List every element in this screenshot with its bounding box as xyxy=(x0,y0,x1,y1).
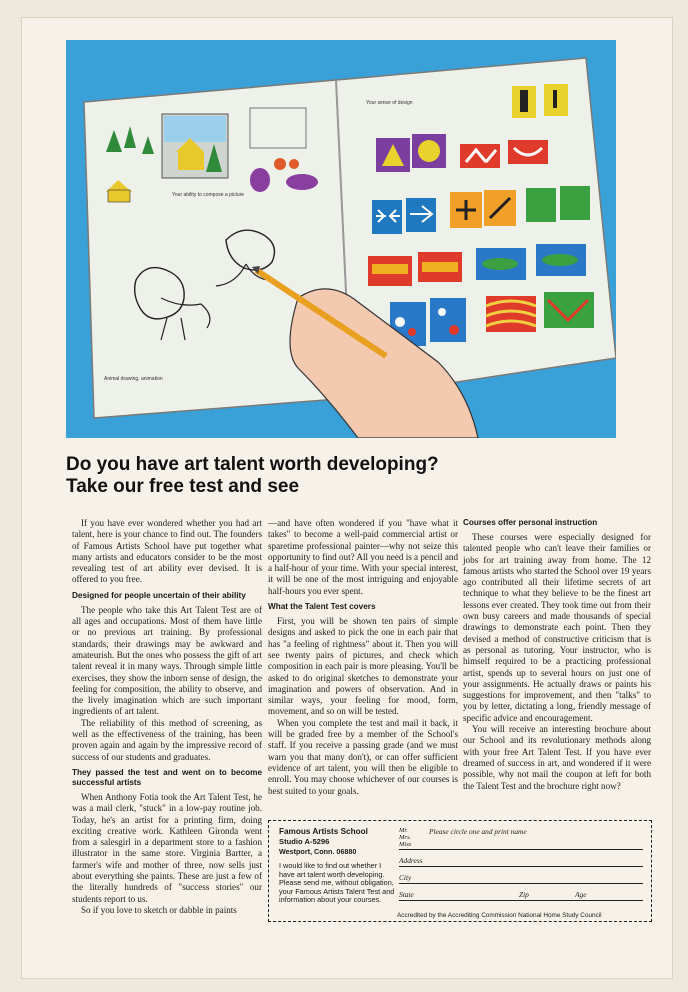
paragraph: If you have ever wondered whether you had art talent, here is your chance to find out. The founders of Famous Artists School have put together what many artists and educators consider to be the most revealing test of art ability ever devised. It is offered to you free. xyxy=(72,518,262,585)
subheading: Courses offer personal instruction xyxy=(463,518,598,527)
state-label: State xyxy=(399,890,414,899)
name-hint: Please circle one and print name xyxy=(429,827,527,836)
coupon-school: Famous Artists School xyxy=(279,827,368,836)
paragraph: The people who take this Art Talent Test are of all ages and occupations. Most of them have little or no previous art training. By professional standards, their drawings may be awkward and amateurish. But the ones who possess the gift of art talent reveal it in many ways. Through simple little exercises, they show the inborn sense of design, the feeling for composition, the ability to observe, and the lively imagination which are such important ingredients of art talent. xyxy=(72,604,262,717)
headline xyxy=(66,454,646,498)
coupon-studio: Studio A-5296 xyxy=(279,837,330,846)
state-zip-age-field[interactable] xyxy=(399,886,643,901)
age-label: Age xyxy=(575,890,587,899)
title-mrs[interactable]: Mrs. xyxy=(399,834,412,841)
paragraph: The reliability of this method of screening, as well as the effectiveness of the training, has been proven again and again by the impressive record of success of our students and graduates. xyxy=(72,717,262,762)
left-caption: Your ability to compose a picture xyxy=(172,192,245,198)
subheading: Designed for people uncertain of their ability xyxy=(72,590,246,600)
subheading: What the Talent Test covers xyxy=(268,602,376,612)
mail-coupon[interactable] xyxy=(268,820,652,922)
coupon-address-block xyxy=(279,827,395,905)
article-column-3 xyxy=(463,518,651,792)
paragraph: —and have often wondered if you "have what it takes" to become a well-paid commercial artist or sparetime professional painter—why not seize this opportunity to find out? All you need is a pencil and a half-hour of your time. With your special interest, it will be one of the most intriguing and enjoyable half-hours you ever spent. xyxy=(268,518,458,596)
city-label: City xyxy=(399,873,412,882)
left-caption-2: Animal drawing, animation xyxy=(104,376,163,382)
paragraph: When Anthony Fotia took the Art Talent Test, he was a mail clerk, "stuck" in a low-pay routine job. Today, he's an artist for a printing firm, doing exciting creative work. Kathleen Gironda went from a salesgirl in a department store to a fashion illustrator in the same store. Virginia Bartter, a farmer's wife and mother of three, now sells just about everything she paints. These are just a few of the literally hundreds of "success stories" our students report to us. xyxy=(72,791,262,904)
coupon-form xyxy=(399,825,643,903)
zip-label: Zip xyxy=(519,890,529,899)
name-field[interactable] xyxy=(399,825,643,850)
title-miss[interactable]: Miss xyxy=(399,841,412,848)
subheading: They passed the test and went on to become successful artists xyxy=(72,767,262,787)
booklet-drawing xyxy=(66,40,616,438)
right-caption: Your sense of design xyxy=(366,100,413,106)
art-test-illustration xyxy=(66,40,616,438)
article-column-1 xyxy=(72,518,262,916)
coupon-body: I would like to find out whether I have art talent worth developing. Please send me, without obligation, your Famous Artists Talent Test and information about your courses. xyxy=(279,861,395,905)
accreditation-note: Accredited by the Accrediting Commission National Home Study Council xyxy=(397,912,602,919)
paragraph: First, you will be shown ten pairs of simple designs and asked to pick the one in each pair that has "a feeling of rightness" about it. Then you will see twenty pairs of pictures, and check which composition in each pair is more pleasing. You'll be asked to do original sketches to demonstrate your imagination and powers of observation. And in similar ways, your feeling for mood, form, movement, and so on will be tested. xyxy=(268,616,458,717)
paragraph: So if you love to sketch or dabble in paints xyxy=(81,904,237,915)
paragraph: When you complete the test and mail it back, it will be graded free by a member of the School's staff. If you receive a passing grade (and we must warn you that many don't), or can offer sufficient evidence of art talent, you will then be eligible to enroll. You may choose whichever of our courses is best suited to your goals. xyxy=(268,717,458,796)
address-field[interactable] xyxy=(399,852,643,867)
headline-line2: Take our free test and see xyxy=(66,476,300,497)
title-mr[interactable]: Mr. xyxy=(399,827,408,834)
paragraph: You will receive an interesting brochure about our School and its revolutionary methods along with your free Art Talent Test. If you have ever dreamed of success in art, and wondered if it were possible, why not mail the coupon at left for both the Talent Test and the brochure right now? xyxy=(463,724,651,791)
coupon-address: Westport, Conn. 06880 xyxy=(279,847,357,856)
city-field[interactable] xyxy=(399,869,643,884)
article-column-2 xyxy=(268,518,458,797)
address-label: Address xyxy=(399,856,423,865)
headline-line1: Do you have art talent worth developing? xyxy=(66,454,439,475)
paragraph: These courses were especially designed for talented people who can't leave their families or jobs for art training away from home. The 12 famous artists who started the School over 19 years ago contributed all their lifetime secrets of art technique to what they believe to be the finest art lessons ever created. They took time out from their own busy careers and made thousands of special drawings to demonstrate each point. Then they devised a method of constructive criticism that is as personal as tutoring. Your instructor, who is himself required to be a practicing professional artist, spends up to several hours on just one of your assignments. He actually draws or paints his suggestions for improvement, and then "talks" to you by letter, dictating a long, friendly message of specific advice and encouragement. xyxy=(463,532,651,723)
